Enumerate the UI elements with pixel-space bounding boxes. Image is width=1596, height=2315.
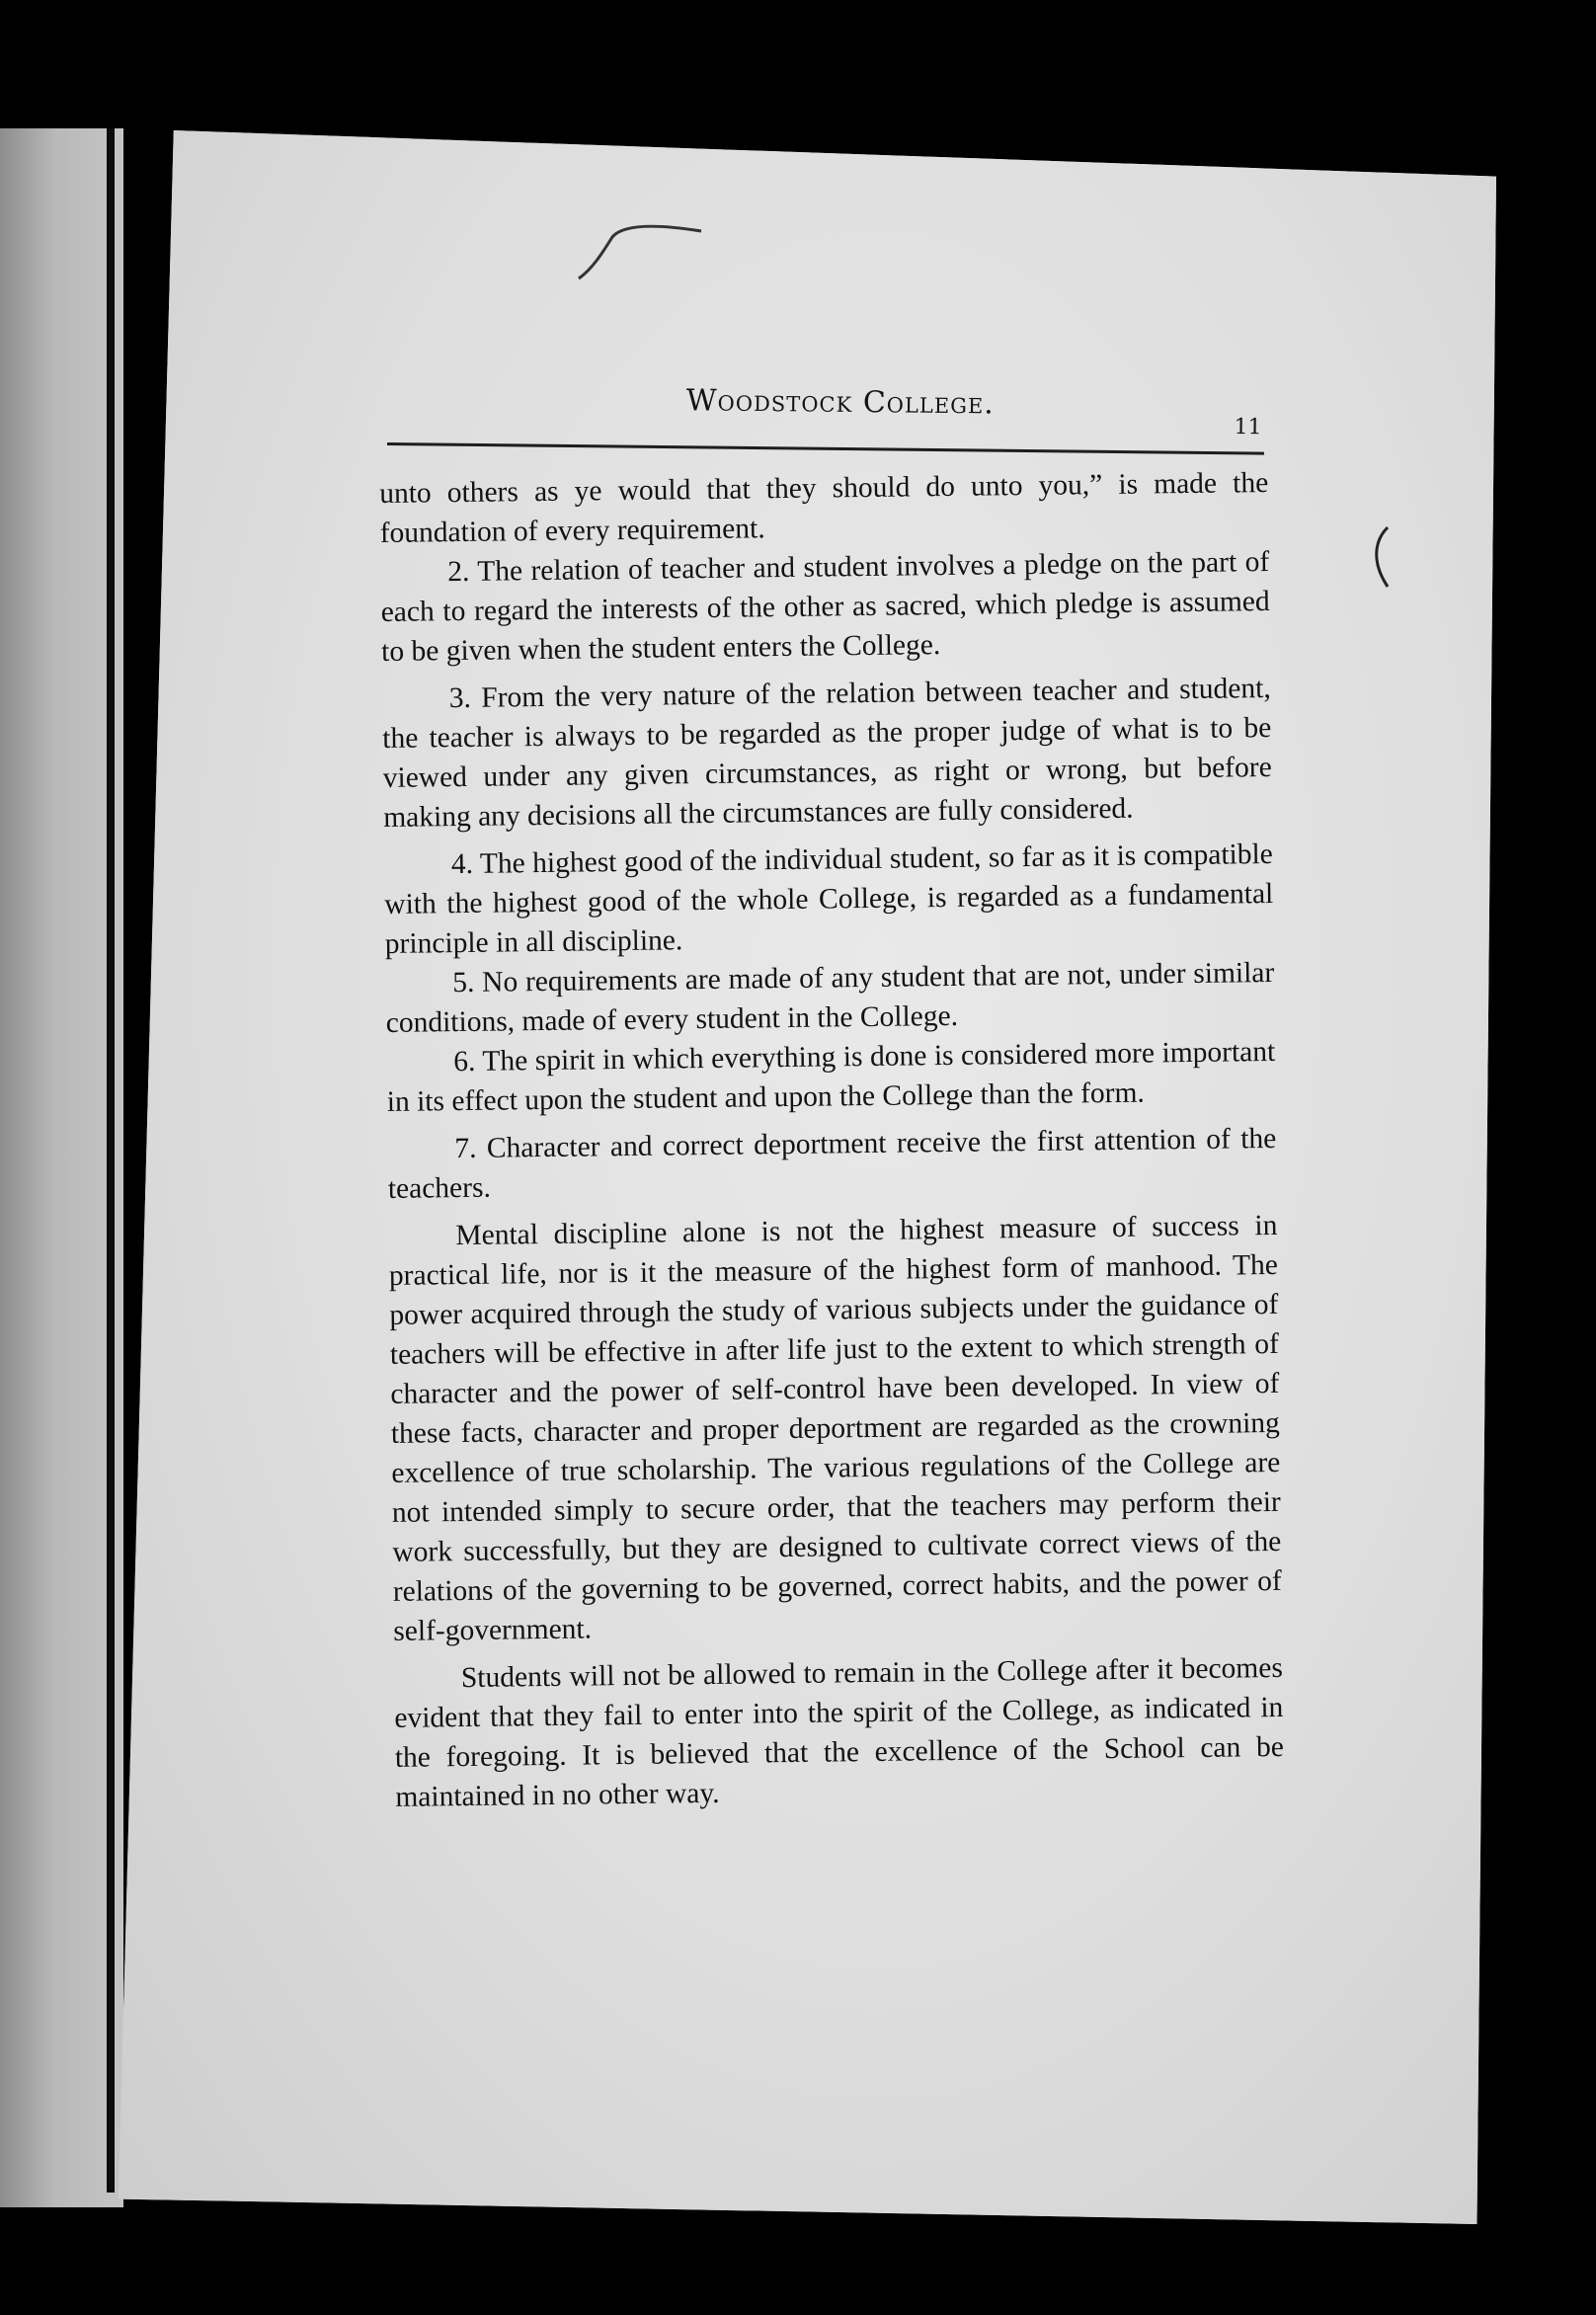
- paragraph: Students will not be allowed to remain in the College after it becomes evident that they fail to enter into the spirit of the College, as indicated in the foregoing. It is believed that the excellence of the School can be maintained in no other way.: [394, 1651, 1285, 1813]
- paragraph-rule-3: 3. From the very nature of the relation between teacher and student, the teacher is always to be regarded as the proper judge of what is to be viewed under any given circumstances, as right or wrong, but before making any decisions all the circumstances are fully considered.: [382, 672, 1272, 834]
- page-title: Woodstock College.: [685, 383, 996, 422]
- paragraph-rule-2: 2. The relation of teacher and student involves a pledge on the part of each to regard the interests of the other as sacred, which pledge is assumed to be given when the student enters the College.: [380, 545, 1270, 668]
- pencil-mark: [573, 217, 711, 286]
- paragraph: Mental discipline alone is not the highest measure of success in practical life, nor is it the measure of the highest form of manhood. The power acquired through the study of various subjects under the guidance of teachers will be effective in after life just to the extent to which strength of character and the power of self-control have been developed. In view of these facts, character and proper deportment are regarded as the crowning excellence of true scholarship. The various regulations of the College are not intended simply to secure order, that the teachers may perform their work successfully, but they are designed to cultivate correct views of the relations of the governing to be governed, correct habits, and the power of self-government.: [388, 1209, 1282, 1647]
- paragraph-rule-5: 5. No requirements are made of any student that are not, under similar conditions, made of every student in the College.: [385, 956, 1275, 1039]
- paragraph-rule-6: 6. The spirit in which everything is done is considered more important in its effect upon the student and upon the College than the form.: [386, 1035, 1276, 1118]
- margin-bracket-mark: [1368, 523, 1394, 593]
- body-text: [379, 463, 1285, 1817]
- page-number: 11: [1234, 415, 1262, 440]
- facing-page-edge: [0, 128, 123, 2207]
- paragraph-rule-7: 7. Character and correct deportment receive the first attention of the teachers.: [387, 1122, 1277, 1205]
- book-spine: [107, 128, 115, 2193]
- paragraph: unto others as ye would that they should do unto you,” is made the foundation of every requirement.: [379, 467, 1269, 549]
- running-header: [384, 380, 1273, 439]
- paragraph-rule-4: 4. The highest good of the individual student, so far as it is compatible with the highest good of the whole College, is regarded as a fundamental principle in all discipline.: [384, 838, 1274, 960]
